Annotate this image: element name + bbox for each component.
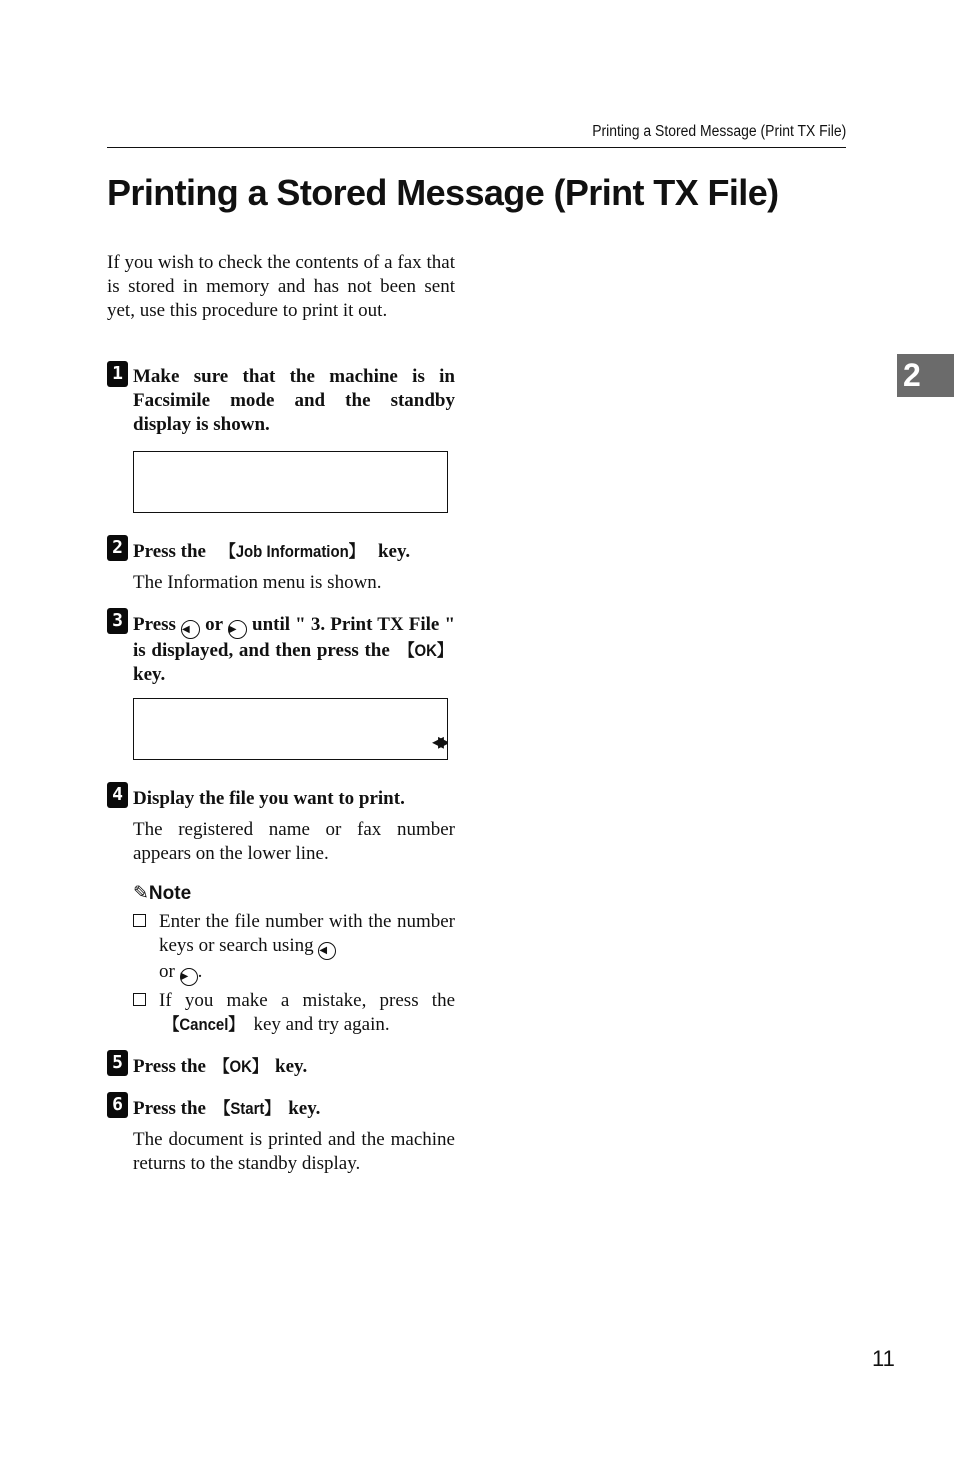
step-2-text: Press the 【Job Information】 key. (133, 541, 411, 562)
ok-key: 【OK】 (214, 1057, 267, 1076)
left-arrow-key-icon: ◀ (181, 620, 200, 639)
note-heading: ✎Note (133, 883, 192, 904)
step-5-text: Press the 【OK】 key. (133, 1056, 308, 1077)
cancel-key: 【Cancel】 (164, 1015, 244, 1034)
ok-key: 【OK】 (399, 641, 452, 660)
lcd-job-line1 (134, 759, 447, 760)
step-3-text: Press ◀ or ▶ until " 3. Print TX File " is displayed, and then press the 【OK】 key. (133, 614, 455, 685)
lcd-job-information-display (133, 698, 448, 760)
page-title: Printing a Stored Message (Print TX File) (107, 172, 779, 213)
right-arrow-key-icon: ▶ (228, 620, 247, 639)
lcd-standby-line1 (134, 512, 447, 513)
intro-paragraph: If you wish to check the contents of a fax that is stored in memory and has not been sent yet, use this procedure to print it out. (107, 252, 455, 321)
right-arrow-key-icon: ▶ (180, 968, 198, 986)
note-item-2-text: If you make a mistake, press the 【Cancel】 key and try again. (159, 990, 455, 1035)
header-rule (107, 147, 846, 148)
lcd-left-right-arrows-icon: ◀▶ (431, 729, 444, 753)
step-5-number: 5 (107, 1050, 128, 1076)
step-6-description: The document is printed and the machine returns to the standby display. (133, 1129, 455, 1174)
chapter-tab: 2 (897, 354, 954, 397)
checkbox-icon (133, 914, 146, 927)
step-3-number: 3 (107, 608, 128, 634)
step-1-number: 1 (107, 361, 128, 387)
step-1-text: Make sure that the machine is in Facsimile mode and the standby display is shown. (133, 366, 455, 435)
step-6-text: Press the 【Start】 key. (133, 1098, 321, 1119)
page-number: 11 (872, 1346, 895, 1371)
step-4-number: 4 (107, 782, 128, 808)
left-arrow-key-icon: ◀ (318, 942, 336, 960)
start-key: 【Start】 (215, 1099, 280, 1118)
lcd-standby-display (133, 451, 448, 513)
running-head: Printing a Stored Message (Print TX File) (591, 123, 846, 140)
note-item-1-text: Enter the file number with the number keys or search using ◀ or ▶ . (159, 910, 455, 986)
step-6-number: 6 (107, 1092, 128, 1118)
pencil-icon: ✎ (133, 883, 149, 904)
step-4-text: Display the file you want to print. (133, 788, 405, 809)
job-information-key: 【Job Information】 (220, 542, 364, 561)
step-4-description: The registered name or fax number appears on the lower line. (133, 819, 455, 864)
step-2-number: 2 (107, 535, 128, 561)
checkbox-icon (133, 993, 146, 1006)
step-2-description: The Information menu is shown. (133, 572, 382, 593)
